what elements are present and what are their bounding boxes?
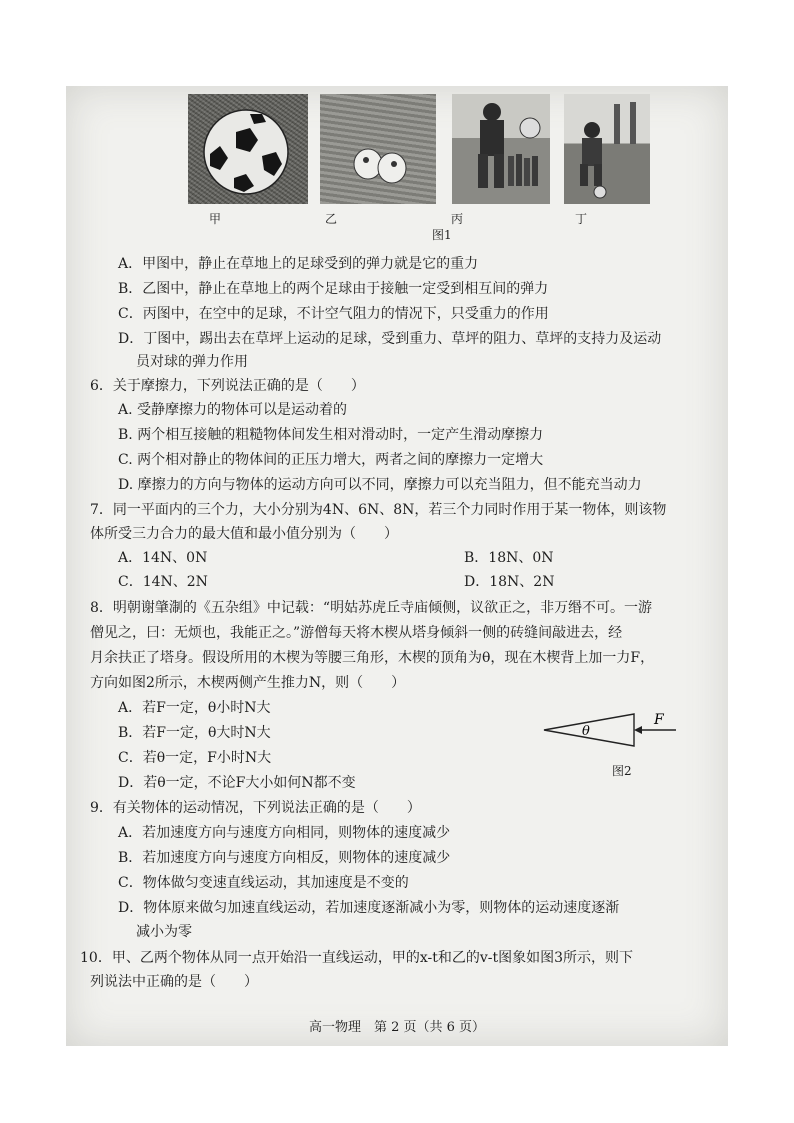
q9-stem: 9．有关物体的运动情况，下列说法正确的是（ ） — [90, 800, 421, 816]
q9-option-c: C．物体做匀变速直线运动，其加速度是不变的 — [118, 875, 409, 891]
photo-bing-kids-heading — [452, 94, 550, 204]
photo-ding-kid-kicking — [564, 94, 650, 204]
children-playing-icon — [452, 94, 550, 204]
exam-page — [66, 86, 728, 1046]
theta-label: θ — [582, 724, 590, 739]
figure-1-label-yi: 乙 — [324, 212, 337, 226]
two-balls-icon — [320, 94, 436, 204]
soccer-ball-icon — [188, 94, 308, 204]
photo-yi-two-balls — [320, 94, 436, 204]
photo-jia-soccer-ball — [188, 94, 308, 204]
q5-option-d: D．丁图中，踢出去在草坪上运动的足球，受到重力、草坪的阻力、草坪的支持力及运动 — [118, 331, 662, 347]
force-label: F — [654, 712, 664, 728]
q8-stem-line4: 方向如图2所示，木楔两侧产生推力N，则（ ） — [90, 675, 406, 691]
q8-stem-line3: 月余扶正了塔身。假设所用的木楔为等腰三角形，木楔的顶角为θ，现在木楔背上加一力F， — [90, 650, 655, 666]
q5-option-a: A．甲图中，静止在草地上的足球受到的弹力就是它的重力 — [118, 256, 479, 272]
figure-1-label-bing: 丙 — [450, 212, 463, 226]
q9-option-b: B．若加速度方向与速度方向相反，则物体的速度减少 — [118, 850, 451, 866]
q9-option-a: A．若加速度方向与速度方向相同，则物体的速度减少 — [118, 825, 451, 841]
page-footer: 高一物理 第 2 页（共 6 页） — [308, 1020, 486, 1035]
arrow-head-icon — [634, 726, 642, 734]
child-kicking-ball-icon — [564, 94, 650, 204]
q6-option-b: B. 两个相互接触的粗糙物体间发生相对滑动时，一定产生滑动摩擦力 — [118, 427, 544, 443]
figure-1 — [188, 94, 650, 204]
figure-1-caption: 图1 — [432, 228, 452, 242]
q8-stem-line2: 僧见之，曰：无烦也，我能正之。”游僧每天将木楔从塔身倾斜一侧的砖缝间敲进去，经 — [90, 625, 623, 641]
figure-2-wedge — [536, 704, 686, 754]
q7-option-c: C．14N、2N — [118, 574, 208, 590]
q8-stem-line1: 8．明朝谢肇淛的《五杂组》中记载：“明姑苏虎丘寺庙倾侧，议欲正之，非万缗不可。一游 — [90, 600, 653, 616]
q10-stem-line1: 10．甲、乙两个物体从同一点开始沿一直线运动，甲的x-t和乙的v-t图象如图3所示，则下 — [80, 950, 633, 966]
q7-stem-line1: 7．同一平面内的三个力，大小分别为4N、6N、8N，若三个力同时作用于某一物体，则该物 — [90, 502, 667, 518]
q7-option-a: A．14N、0N — [118, 550, 208, 566]
q6-stem: 6．关于摩擦力，下列说法正确的是（ ） — [90, 378, 365, 394]
figure-1-label-ding: 丁 — [574, 212, 587, 226]
q9-option-d-cont: 减小为零 — [136, 924, 192, 940]
q7-stem-line2: 体所受三力合力的最大值和最小值分别为（ ） — [90, 526, 398, 542]
q5-option-c: C．丙图中，在空中的足球，不计空气阻力的情况下，只受重力的作用 — [118, 306, 549, 322]
q5-option-d-cont: 员对球的弹力作用 — [136, 354, 248, 370]
q8-option-a: A．若F一定，θ小时N大 — [118, 700, 271, 716]
q8-option-d: D．若θ一定，不论F大小如何N都不变 — [118, 775, 356, 791]
q9-option-d: D．物体原来做匀加速直线运动，若加速度逐渐减小为零，则物体的运动速度逐渐 — [118, 900, 620, 916]
q6-option-a: A. 受静摩擦力的物体可以是运动着的 — [118, 402, 348, 418]
q6-option-c: C. 两个相对静止的物体间的正压力增大，两者之间的摩擦力一定增大 — [118, 452, 544, 468]
q8-option-b: B．若F一定，θ大时N大 — [118, 725, 271, 741]
q7-option-b: B．18N、0N — [464, 550, 554, 566]
figure-2-caption: 图2 — [612, 764, 632, 778]
q6-option-d: D. 摩擦力的方向与物体的运动方向可以不同，摩擦力可以充当阻力，但不能充当动力 — [118, 477, 642, 493]
q7-option-d: D．18N、2N — [464, 574, 555, 590]
q5-option-b: B．乙图中，静止在草地上的两个足球由于接触一定受到相互间的弹力 — [118, 281, 549, 297]
figure-1-label-jia: 甲 — [208, 212, 221, 226]
q8-option-c: C．若θ一定，F小时N大 — [118, 750, 272, 766]
q10-stem-line2: 列说法中正确的是（ ） — [90, 974, 258, 990]
